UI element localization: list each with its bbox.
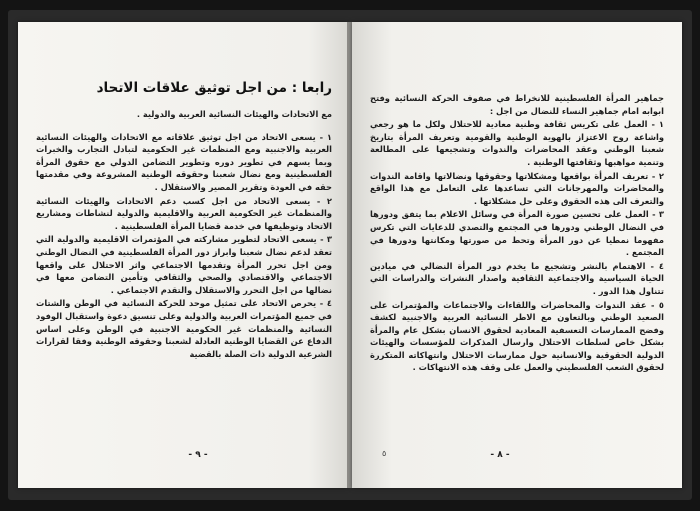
paragraph: ١ - يسعى الاتحاد من اجل توثيق علاقاته مع الاتحادات والهيئات النسائية العربية والاجنبية ومع المنظمات غير الحكومية لتبادل التجارب والخبرات وبما يسهم في تطوير دوره وتطوير التضامن الدولي مع حقوق المرأة الفلسطينية ومع نضال شعبنا وحقوقه الوطنية المشروعة وفي مقدمتها حقه في العودة وتقرير المصير والاستقلال .: [36, 131, 332, 192]
paragraph: ١ - العمل على تكريس ثقافة وطنية معادية للاحتلال ولكل ما هو رجعي واشاعة روح الاعتزاز بالهوية الوطنية والقومية وتعريف المرأة بتاريخ شعبنا الوطني وعقد المحاضرات والندوات وتشجيعها على المطالعة وتنمية مواهبها وثقافتها الوطنية .: [370, 119, 664, 167]
section-subheading: مع الاتحادات والهيئات النسائية العربية والدولية .: [136, 109, 332, 119]
paragraph: جماهير المرأة الفلسطينية للانخراط في صفوف الحركة النسائية وفتح ابوابه امام جماهير النساء للنضال من اجل :: [370, 93, 664, 116]
paragraph: ٢ - يسعى الاتحاد من اجل كسب دعم الاتحادات والهيئات النسائية والمنظمات غير الحكومية العربية والاقليمية والدولية لنشاطات ومشاريع الاتحاد وتوظيفها في خدمة قضايا المرأة الفلسطينية .: [36, 195, 332, 231]
paragraph: ٣ - يسعى الاتحاد لتطوير مشاركته في المؤتمرات الاقليمية والدولية التي تعقد لدعم نضال شعبنا وابراز دور المرأة الفلسطينية في النضال الوطني ومن اجل تحرر المرأة وتقدمها الاجتماعي واثر الاحتلال على واقعها الاجتماعي والاقتصادي والصحي والثقافي وتأمين التضامن معها في نضالها من اجل التحرر والاستقلال والتقدم الاجتماعي .: [36, 234, 332, 295]
paragraph: ٣ - العمل على تحسين صورة المرأة في وسائل الاعلام بما يتفق ودورها في النضال الوطني ودورها في المجتمع والتصدي للدعايات التي تكرس مفهوما نمطيا عن دور المرأة وتحط من صورتها ومكانتها ودورها في المجتمع .: [370, 209, 664, 258]
page-number: - ٨ -: [490, 450, 510, 460]
section-heading: رابعا : من اجل توثيق علاقات الاتحاد: [96, 80, 332, 96]
left-page-text: [36, 108, 332, 361]
left-page: [18, 22, 348, 488]
page-number: - ٩ -: [188, 450, 208, 460]
corner-mark: ٥: [382, 449, 387, 458]
paragraph: ٥ - عقد الندوات والمحاضرات واللقاءات والاجتماعات والمؤتمرات على الصعيد الوطني وبالتعاون مع الاطر النسائية العربية والاجنبية لكشف وفضح الممارسات التعسفية المعادية لحقوق الانسان بشكل عام والمرأة بشكل خاص لسلطات الاحتلال وارسال المذكرات للمؤسسات والهيئات الدولية الحقوقية والانسانية حول ممارسات الاحتلال وانتهاكاته المتكررة لحقوق الشعب الفلسطيني والعمل على وقف هذه الانتهاكات .: [370, 299, 664, 373]
right-page-text: [370, 92, 664, 375]
right-page: [352, 22, 682, 488]
paragraph: ٤ - يحرص الاتحاد على تمثيل موحد للحركة النسائية في الوطن والشتات في جميع المؤتمرات العربية والدولية وعلى تنسيق دعوة واستقبال الوفود النسائية والمنظمات غير الحكومية الاجنبية في الوطن وعلى اساس الدفاع عن القضايا الوطنية العادلة لشعبنا وحقوقه الوطنية وفقا لقرارات الشرعية الدولية ذات الصلة بالقضية: [36, 298, 332, 359]
paragraph: ٢ - تعريف المرأة بواقعها ومشكلاتها وحقوقها ونضالاتها واقامة الندوات والمحاضرات والمهرجانات التي تساعدها على التعامل مع هذا الواقع والتعرف الى هذه الحقوق وعلى حل مشكلاتها .: [370, 170, 664, 206]
paragraph: ٤ - الاهتمام بالنشر وتشجيع ما يخدم دور المرأة النضالي في ميادين الحياة السياسية والاجتماعية الثقافية واصدار النشرات والدراسات التي تتناول هذا الدور .: [370, 260, 664, 296]
